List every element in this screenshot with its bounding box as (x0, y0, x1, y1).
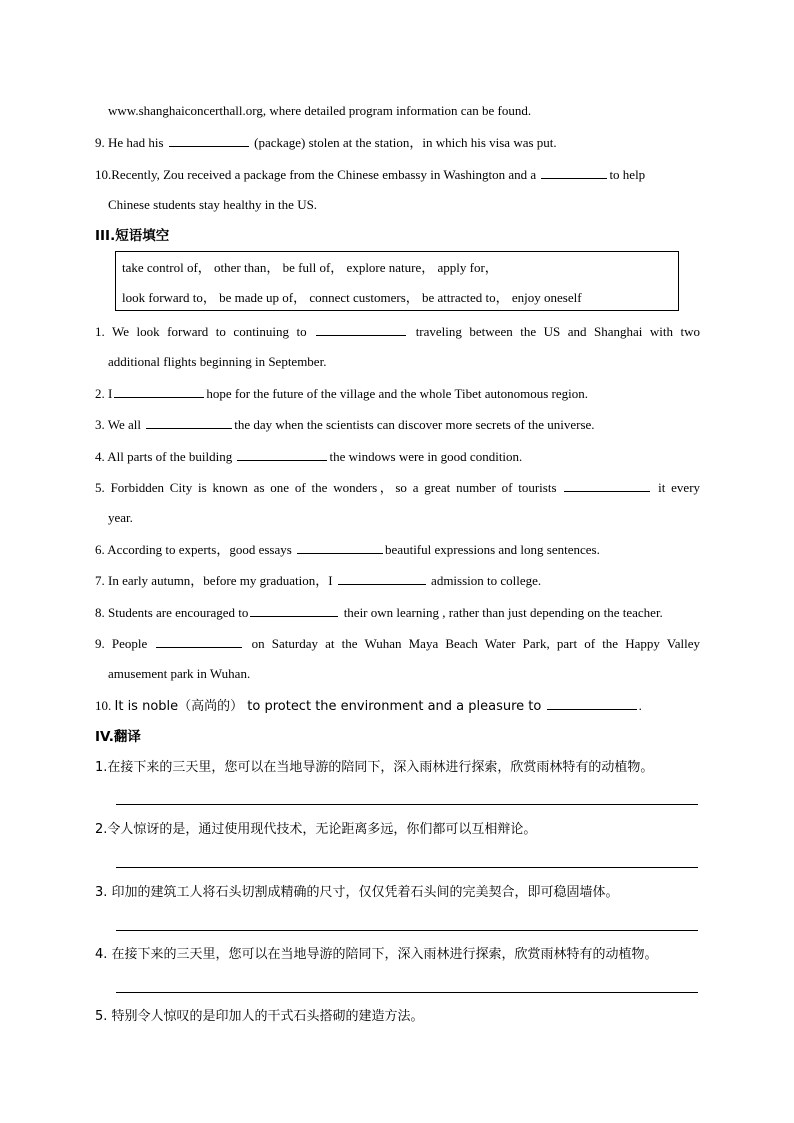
answer-blank[interactable] (169, 134, 249, 147)
s3-q1-line2: additional flights beginning in September. (108, 354, 327, 369)
s3-q10-line: 10. It is noble（高尚的） to protect the environment and a pleasure to . (95, 698, 642, 714)
s3-q9-line: 9. People on Saturday at the Wuhan Maya Beach Water Park, part of the Happy Valley (95, 636, 701, 651)
s3-q5-line2: year. (108, 510, 133, 525)
answer-blank[interactable] (297, 541, 383, 554)
s3-q7-line: 7. In early autumn，before my graduation，I admission to college. (95, 573, 542, 588)
word-box (115, 251, 679, 311)
section-3-title: III.短语填空 (95, 228, 170, 244)
s3-q9-line2: amusement park in Wuhan. (108, 666, 251, 681)
answer-blank[interactable] (114, 385, 204, 398)
answer-line[interactable] (116, 804, 698, 805)
answer-line[interactable] (116, 867, 698, 868)
answer-blank[interactable] (146, 416, 232, 429)
answer-blank[interactable] (156, 635, 242, 648)
answer-blank[interactable] (250, 604, 338, 617)
s4-item2: 2.令人惊讶的是，通过使用现代技术，无论距离多远，你们都可以互相辩论。 (95, 822, 537, 837)
q10-line: 10.Recently, Zou received a package from the Chinese embassy in Washington and a to help (95, 167, 646, 182)
s4-item5: 5. 特别令人惊叹的是印加人的干式石头搭砌的建造方法。 (95, 1009, 424, 1024)
s3-q5-line: 5. Forbidden City is known as one of the wonders，so a great number of tourists it every (95, 480, 701, 495)
s3-q2-line: 2. I hope for the future of the village and the whole Tibet autonomous region. (95, 386, 588, 401)
answer-line[interactable] (116, 992, 698, 993)
s4-item4: 4. 在接下来的三天里，您可以在当地导游的陪同下，深入雨林进行探索，欣赏雨林特有的动植物。 (95, 947, 658, 962)
section-4-title: IV.翻译 (95, 729, 141, 745)
q10-line2: Chinese students stay healthy in the US. (108, 197, 318, 212)
q8-tail: www.shanghaiconcerthall.org, where detailed program information can be found. (108, 103, 532, 118)
s3-q1-line: 1. We look forward to continuing to traveling between the US and Shanghai with two (95, 324, 701, 339)
answer-blank[interactable] (541, 166, 607, 179)
s3-q3-line: 3. We all the day when the scientists can discover more secrets of the universe. (95, 417, 595, 432)
s3-q6-line: 6. According to experts，good essays beautiful expressions and long sentences. (95, 542, 600, 557)
answer-blank[interactable] (338, 572, 426, 585)
q9-line: 9. He had his (package) stolen at the station，in which his visa was put. (95, 135, 557, 150)
s3-q8-line: 8. Students are encouraged to their own learning , rather than just depending on the teacher. (95, 605, 663, 620)
answer-blank[interactable] (547, 697, 637, 710)
s3-q4-line: 4. All parts of the building the windows were in good condition. (95, 449, 523, 464)
word-box-row1: take control of， other than， be full of， explore nature， apply for， (122, 260, 498, 275)
answer-blank[interactable] (237, 448, 327, 461)
answer-blank[interactable] (564, 479, 650, 492)
s4-item1: 1.在接下来的三天里，您可以在当地导游的陪同下，深入雨林进行探索，欣赏雨林特有的动植物。 (95, 760, 654, 775)
word-box-row2: look forward to， be made up of， connect customers， be attracted to， enjoy oneself (122, 290, 582, 305)
answer-blank[interactable] (316, 323, 406, 336)
answer-line[interactable] (116, 930, 698, 931)
s4-item3: 3. 印加的建筑工人将石头切割成精确的尺寸，仅仅凭着石头间的完美契合，即可稳固墙体。 (95, 885, 619, 900)
